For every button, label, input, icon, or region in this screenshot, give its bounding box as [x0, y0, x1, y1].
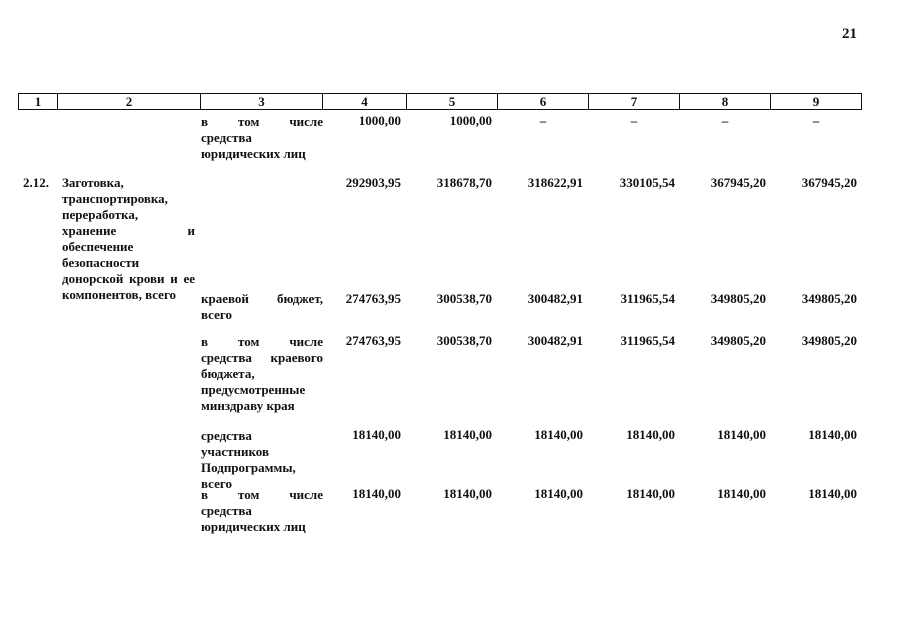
- value-col-8: –: [721, 113, 729, 128]
- value-col-9: 367945,20: [801, 175, 857, 190]
- value-col-5: 318678,70: [436, 175, 492, 190]
- value-col-9: 349805,20: [801, 333, 857, 348]
- value-col-5: 1000,00: [449, 113, 492, 128]
- value-col-9: 349805,20: [801, 291, 857, 306]
- value-col-8: 18140,00: [717, 427, 766, 442]
- value-col-9: 18140,00: [808, 427, 857, 442]
- value-col-7: –: [630, 113, 638, 128]
- value-col-6: 300482,91: [527, 333, 583, 348]
- row-label: в том числе средства юридических лиц: [201, 114, 323, 161]
- value-col-6: 18140,00: [534, 486, 583, 501]
- value-col-9: –: [812, 113, 820, 128]
- value-col-8: 349805,20: [710, 333, 766, 348]
- value-col-7: 330105,54: [619, 175, 675, 190]
- header-cell-4: 4: [322, 93, 407, 110]
- value-col-5: 300538,70: [436, 291, 492, 306]
- value-col-8: 18140,00: [717, 486, 766, 501]
- header-cell-1: 1: [18, 93, 58, 110]
- value-col-7: 18140,00: [626, 486, 675, 501]
- row-label: в том числе средства юридических лиц: [201, 487, 323, 534]
- value-col-8: 367945,20: [710, 175, 766, 190]
- value-col-7: 311965,54: [620, 291, 675, 306]
- row-code: 2.12.: [23, 175, 49, 190]
- page-number: 21: [842, 26, 857, 42]
- value-col-7: 18140,00: [626, 427, 675, 442]
- value-col-4: 1000,00: [358, 113, 401, 128]
- value-col-8: 349805,20: [710, 291, 766, 306]
- value-col-4: 18140,00: [352, 427, 401, 442]
- value-col-6: 300482,91: [527, 291, 583, 306]
- header-cell-6: 6: [497, 93, 589, 110]
- value-col-5: 18140,00: [443, 486, 492, 501]
- value-col-6: –: [539, 113, 547, 128]
- value-col-4: 18140,00: [352, 486, 401, 501]
- value-col-6: 18140,00: [534, 427, 583, 442]
- value-col-5: 300538,70: [436, 333, 492, 348]
- header-cell-7: 7: [588, 93, 680, 110]
- row-label: в том числе средства краевого бюджета, предусмотренные минздраву края: [201, 334, 323, 413]
- header-cell-9: 9: [770, 93, 862, 110]
- header-cell-5: 5: [406, 93, 498, 110]
- header-cell-2: 2: [57, 93, 201, 110]
- value-col-5: 18140,00: [443, 427, 492, 442]
- value-col-4: 274763,95: [345, 291, 401, 306]
- value-col-4: 274763,95: [345, 333, 401, 348]
- value-col-6: 318622,91: [527, 175, 583, 190]
- header-cell-8: 8: [679, 93, 771, 110]
- value-col-9: 18140,00: [808, 486, 857, 501]
- row-label: средства участников Подпрограммы, всего: [201, 428, 296, 491]
- value-col-4: 292903,95: [345, 175, 401, 190]
- value-col-7: 311965,54: [620, 333, 675, 348]
- row-name: Заготовка, транспортировка, переработка, хранение и обеспечение безопасности донорской крови и ее компонентов, всего: [62, 175, 195, 302]
- header-cell-3: 3: [200, 93, 323, 110]
- row-label: краевой бюджет, всего: [201, 291, 323, 322]
